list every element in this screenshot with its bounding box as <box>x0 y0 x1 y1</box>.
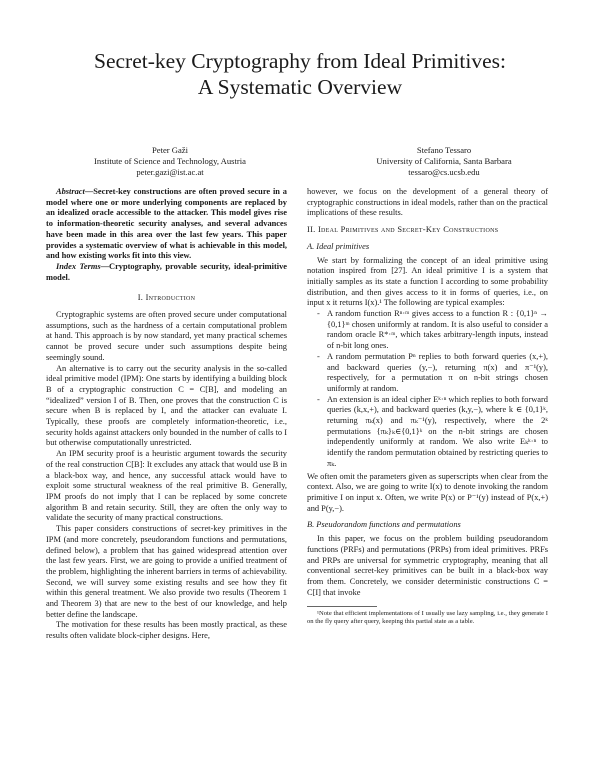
left-column <box>46 187 287 642</box>
index-terms-text: Cryptography, provable security, ideal-primitive model. <box>46 261 287 282</box>
ideal-primitives-paragraph-1: We start by formalizing the concept of an ideal primitive using notation inspired from [27]. An ideal primitive I is a system that initially samples as its state a function I according to some probability distribution, and then gives access to it in forms of queries, i.e., on input x it returns I(x).¹ The following are typical examples: <box>307 255 548 308</box>
list-item: - A random permutation Pⁿ replies to both forward queries (x,+), and backward queries (y,−), returning π(x) and π⁻¹(y), respectively, for a permutation π on n-bit strings chosen uniformly at random. <box>327 352 548 395</box>
index-terms: Index Terms—Cryptography, provable security, ideal-primitive model. <box>46 261 287 282</box>
title-line-2: A Systematic Overview <box>197 75 403 99</box>
section-heading-introduction: I. Introduction <box>137 293 196 303</box>
paper-title <box>0 48 600 100</box>
footnote: ¹Note that efficient implementations of I usually use lazy sampling, i.e., they generate I on the fly query after query, keeping this partial state as a table. <box>307 610 548 626</box>
author-affiliation: Institute of Science and Technology, Austria <box>94 156 246 166</box>
continued-paragraph: however, we focus on the development of a general theory of cryptographic constructions in ideal models, rather than on the practical implications of these results. <box>307 187 548 218</box>
intro-paragraph-3: An IPM security proof is a heuristic argument towards the security of the real construction C[B]: It excludes any attack that would use B in a black-box way, and hence, any successful attack would have to exploit some structural weakness of the real primitive B. Generally, IPM proofs do not imply that I can be replaced by some concrete algorithm B and retain security. Still, they are often the only way to validate the security of many practical constructions. <box>46 449 287 523</box>
examples-list <box>307 309 548 470</box>
abstract-label: Abstract <box>56 187 85 196</box>
list-item: - A random function Rⁿ·ᵐ gives access to a function R : {0,1}ⁿ → {0,1}ᵐ chosen uniformly at random. It is also useful to consider a random oracle R*·ᵐ, which takes arbitrary-length inputs, instead of n-bit long ones. <box>327 309 548 352</box>
abstract: Abstract—Secret-key constructions are often proved secure in a model where one or more underlying components are replaced by an idealized oracle accessible to the attacker. This model gives rise to information-theoretic security analyses, and several advances have been made in this area over the last few years. This paper provides a systematic overview of what is achievable in this model, and how existing works fit into this view. <box>46 187 287 261</box>
author-name: Peter Gaži <box>151 145 189 155</box>
intro-paragraph-1: Cryptographic systems are often proved secure under computational assumptions, such as the hardness of a certain computational problem at hand. This approach is by now standard, yet many practical schemes cannot be proved secure under such assumptions despite being seemingly sound. <box>46 310 287 362</box>
author-block-1 <box>40 145 300 178</box>
author-email: tessaro@cs.ucsb.edu <box>408 167 480 177</box>
intro-paragraph-2: An alternative is to carry out the security analysis in the so-called ideal primitive model (IPM): One starts by identifying a building block B of a cryptographic construction C = C[B], and modeling an “idealized” version I of B. Then, one proves that the construction C is secure when B is replaced by I, and the attacker can evaluate I. Typically, these proofs are completely information-theoretic, i.e., security holds against attackers only bounded in the number of calls to I but otherwise computationally unrestricted. <box>46 363 287 448</box>
intro-paragraph-4: This paper considers constructions of secret-key primitives in the IPM (and more concretely, pseudorandom functions and permutations, defined below), a problem that has gained widespread attention over the last few years. First, we are going to provide a unified treatment of the problem, highlighting the inherent barriers in terms of achievability. Second, we will survey some existing results and see how they fit within this general treatment. We also provide two results (Theorem 1 and Theorem 3) that are new to the best of our knowledge, and help better define the landscape. <box>46 524 287 619</box>
author-affiliation: University of California, Santa Barbara <box>376 156 512 166</box>
right-column <box>307 187 548 626</box>
intro-paragraph-5: The motivation for these results has been mostly practical, as these results often validate block-cipher designs. Here, <box>46 620 287 641</box>
prf-paragraph-1: In this paper, we focus on the problem building pseudorandom functions (PRFs) and permutations (PRPs) from ideal primitives. PRFs and PRPs are universal for symmetric cryptography, meaning that all conventional secret-key primitives can be built in a black-box way from them. Concretely, we consider deterministic constructions C = C[I] that invoke <box>307 534 548 597</box>
index-terms-label: Index Terms <box>56 261 101 271</box>
section-heading-ideal-primitives: II. Ideal Primitives and Secret-Key Constructions <box>307 225 499 235</box>
footnote-divider <box>307 606 377 607</box>
author-block-2 <box>314 145 574 178</box>
author-email: peter.gazi@ist.ac.at <box>136 167 204 177</box>
title-line-1: Secret-key Cryptography from Ideal Primitives: <box>94 49 506 73</box>
ideal-primitives-paragraph-2: We often omit the parameters given as superscripts when clear from the context. Also, we are going to write I(x) to denote invoking the random primitive I on input x. Often, we write P(x) or P⁻¹(y) instead of P(x,+) and P(y,−). <box>307 471 548 513</box>
author-name: Stefano Tessaro <box>416 145 472 155</box>
abstract-text: Secret-key constructions are often proved secure in a model where one or more underlying components are replaced by an idealized oracle accessible to the attacker. This model gives rise to information-theoretic security analyses, and several advances have been made in this area over the last few years. This paper provides a systematic overview of what is achievable in this model, and how existing works fit into this view. <box>46 187 287 261</box>
subsection-heading-ideal-primitives: A. Ideal primitives <box>307 241 370 251</box>
subsection-heading-prf-prp: B. Pseudorandom functions and permutations <box>307 520 461 530</box>
list-item: - An extension is an ideal cipher Eᵏ·ⁿ which replies to both forward queries (k,x,+), and backward queries (k,y,−), where k ∈ {0,1}ᵏ, returning πₖ(x) and πₖ⁻¹(y), respectively, where the 2ᵏ permutations {πₖ}ₖ∈{0,1}ᵏ on the n-bit strings are chosen independently uniformly at random. We also write Eₖᵏ·ⁿ to identify the random permutation obtained by restricting queries to πₖ. <box>327 395 548 470</box>
